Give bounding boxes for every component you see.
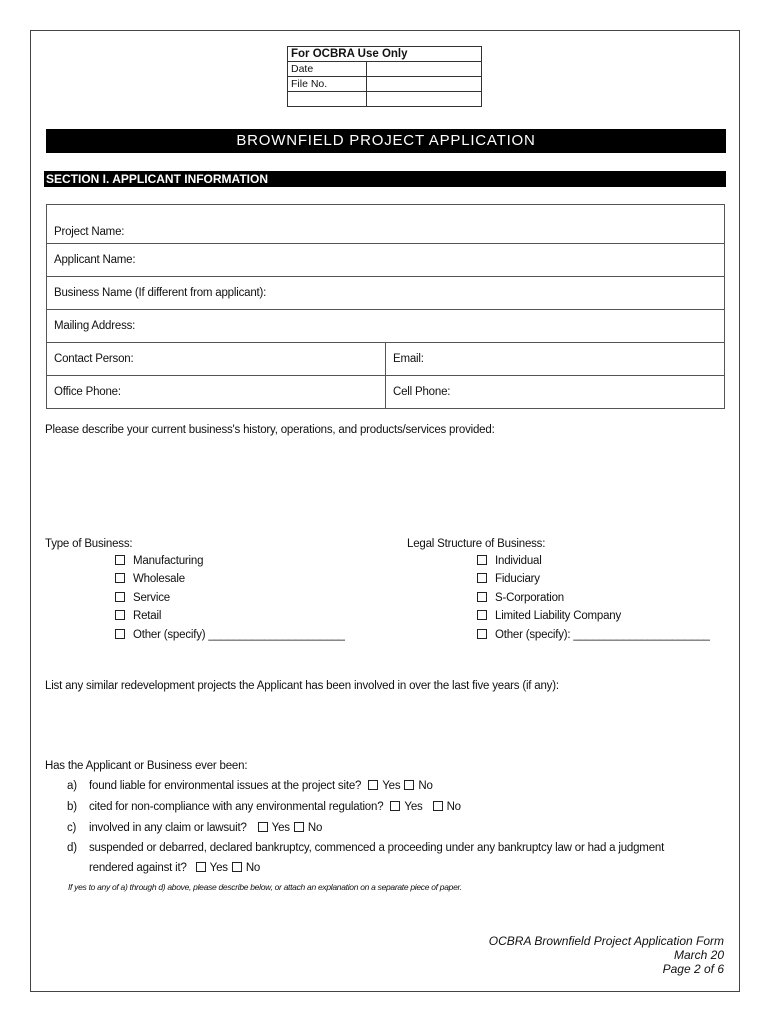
question-a-text: found liable for environmental issues at the project site? bbox=[89, 780, 362, 792]
option-label: Retail bbox=[133, 610, 162, 622]
footer bbox=[489, 934, 724, 976]
checkbox-icon[interactable] bbox=[115, 610, 125, 620]
question-b bbox=[67, 801, 461, 813]
question-b-text: cited for non-compliance with any environmental regulation? bbox=[89, 801, 384, 813]
no-checkbox-c[interactable] bbox=[294, 822, 304, 832]
checkbox-icon[interactable] bbox=[477, 573, 487, 583]
legal-option-fiduciary[interactable] bbox=[477, 573, 540, 585]
contact-person-field[interactable]: Contact Person: bbox=[47, 343, 386, 376]
option-label: Manufacturing bbox=[133, 555, 204, 567]
no-label: No bbox=[418, 780, 433, 792]
similar-projects-prompt: List any similar redevelopment projects the Applicant has been involved in over the last five years (if any): bbox=[45, 680, 559, 692]
question-d-letter: d) bbox=[67, 842, 77, 854]
question-b-letter: b) bbox=[67, 801, 77, 813]
footer-page-number: Page 2 of 6 bbox=[662, 962, 724, 976]
question-d-text-2: rendered against it? bbox=[89, 862, 187, 874]
type-of-business-label: Type of Business: bbox=[45, 538, 133, 550]
yes-checkbox-c[interactable] bbox=[258, 822, 268, 832]
checkbox-icon[interactable] bbox=[115, 555, 125, 565]
yes-label: Yes bbox=[209, 862, 228, 874]
option-label: Other (specify): ______________________ bbox=[495, 629, 710, 641]
question-d-continued bbox=[89, 862, 260, 874]
describe-prompt: Please describe your current business's history, operations, and products/services provided: bbox=[45, 424, 495, 436]
question-c-text: involved in any claim or lawsuit? bbox=[89, 822, 247, 834]
checkbox-icon[interactable] bbox=[477, 629, 487, 639]
question-d-text: suspended or debarred, declared bankruptcy, commenced a proceeding under any bankruptcy law or had a judgment bbox=[89, 842, 665, 854]
no-checkbox-b[interactable] bbox=[433, 801, 443, 811]
option-label: Individual bbox=[495, 555, 542, 567]
describe-answer-area[interactable] bbox=[45, 442, 725, 530]
option-label: Wholesale bbox=[133, 573, 185, 585]
office-use-file-field[interactable] bbox=[367, 77, 482, 92]
legal-structure-label: Legal Structure of Business: bbox=[407, 538, 546, 550]
checkbox-icon[interactable] bbox=[115, 629, 125, 639]
option-label: Other (specify) ______________________ bbox=[133, 629, 345, 641]
no-label: No bbox=[245, 862, 261, 874]
checkbox-icon[interactable] bbox=[477, 592, 487, 602]
no-checkbox-a[interactable] bbox=[404, 780, 414, 790]
legal-option-llc[interactable] bbox=[477, 610, 621, 622]
section-heading: SECTION I. APPLICANT INFORMATION bbox=[44, 171, 726, 187]
explanation-note: If yes to any of a) through d) above, please describe below, or attach an explanation on a separate piece of paper. bbox=[68, 882, 462, 892]
cell-phone-field[interactable]: Cell Phone: bbox=[386, 376, 725, 409]
yes-checkbox-a[interactable] bbox=[368, 780, 378, 790]
option-label: Fiduciary bbox=[495, 573, 540, 585]
applicant-name-field[interactable]: Applicant Name: bbox=[47, 244, 725, 277]
yes-label: Yes bbox=[271, 822, 290, 834]
form-title: BROWNFIELD PROJECT APPLICATION bbox=[46, 129, 726, 153]
footer-date: March 20 bbox=[673, 948, 724, 962]
yes-label: Yes bbox=[382, 780, 401, 792]
office-use-blank-label bbox=[288, 92, 367, 107]
option-label: S-Corporation bbox=[495, 592, 564, 604]
footer-form-name: OCBRA Brownfield Project Application Form bbox=[488, 934, 724, 948]
yes-checkbox-b[interactable] bbox=[390, 801, 400, 811]
type-option-other[interactable] bbox=[115, 629, 345, 641]
type-option-retail[interactable] bbox=[115, 610, 161, 622]
no-checkbox-d[interactable] bbox=[232, 862, 242, 872]
type-option-wholesale[interactable] bbox=[115, 573, 185, 585]
similar-projects-answer-area[interactable] bbox=[45, 698, 725, 754]
type-option-manufacturing[interactable] bbox=[115, 555, 203, 567]
business-name-field[interactable]: Business Name (If different from applicant): bbox=[47, 277, 725, 310]
yes-checkbox-d[interactable] bbox=[196, 862, 206, 872]
has-been-label: Has the Applicant or Business ever been: bbox=[45, 760, 248, 772]
office-use-header: For OCBRA Use Only bbox=[288, 47, 482, 62]
legal-option-s-corporation[interactable] bbox=[477, 592, 564, 604]
office-use-date-label: Date bbox=[288, 62, 367, 77]
mailing-address-field[interactable]: Mailing Address: bbox=[47, 310, 725, 343]
project-name-field[interactable]: Project Name: bbox=[47, 205, 725, 244]
email-field[interactable]: Email: bbox=[386, 343, 725, 376]
office-use-blank-field[interactable] bbox=[367, 92, 482, 107]
type-option-service[interactable] bbox=[115, 592, 170, 604]
checkbox-icon[interactable] bbox=[477, 610, 487, 620]
question-c bbox=[67, 822, 322, 834]
office-use-file-label: File No. bbox=[288, 77, 367, 92]
applicant-info-table bbox=[46, 204, 725, 409]
question-d bbox=[67, 842, 664, 854]
checkbox-icon[interactable] bbox=[477, 555, 487, 565]
question-c-letter: c) bbox=[67, 822, 77, 834]
legal-option-other[interactable] bbox=[477, 629, 710, 641]
legal-option-individual[interactable] bbox=[477, 555, 542, 567]
no-label: No bbox=[307, 822, 323, 834]
checkbox-icon[interactable] bbox=[115, 573, 125, 583]
option-label: Limited Liability Company bbox=[495, 610, 622, 622]
option-label: Service bbox=[133, 592, 170, 604]
office-use-box bbox=[287, 46, 482, 107]
checkbox-icon[interactable] bbox=[115, 592, 125, 602]
office-use-date-field[interactable] bbox=[367, 62, 482, 77]
no-label: No bbox=[446, 801, 461, 813]
question-a-letter: a) bbox=[67, 780, 77, 792]
question-a bbox=[67, 780, 433, 792]
office-phone-field[interactable]: Office Phone: bbox=[47, 376, 386, 409]
yes-label: Yes bbox=[404, 801, 423, 813]
